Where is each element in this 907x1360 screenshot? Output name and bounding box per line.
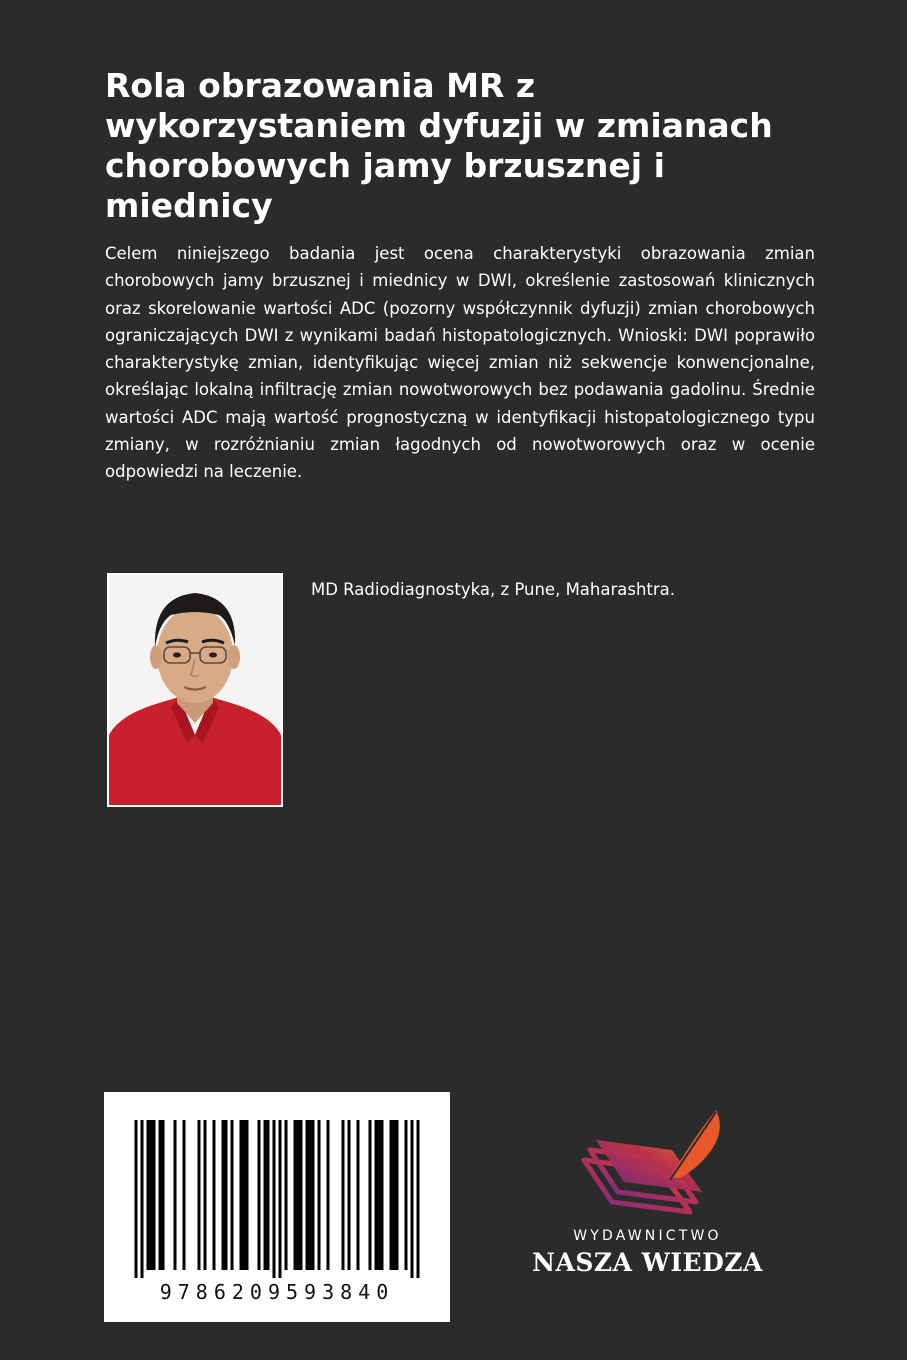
barcode-bar bbox=[198, 1120, 201, 1270]
barcode-bar bbox=[273, 1120, 276, 1278]
barcode-bar bbox=[213, 1120, 216, 1270]
barcode-bar bbox=[297, 1120, 300, 1270]
publisher-name: NASZA WIEDZA bbox=[532, 1248, 763, 1277]
barcode-bar bbox=[375, 1120, 378, 1270]
isbn-barcode bbox=[104, 1092, 450, 1322]
barcode-bar bbox=[411, 1120, 414, 1278]
barcode-bar bbox=[246, 1120, 249, 1270]
barcode-bar bbox=[153, 1120, 156, 1270]
author-photo bbox=[107, 573, 283, 807]
barcode-bar bbox=[183, 1120, 186, 1270]
barcode-bar bbox=[369, 1120, 372, 1270]
barcode-bar bbox=[309, 1120, 312, 1270]
barcode-bar bbox=[300, 1120, 303, 1270]
barcode-bars bbox=[104, 1092, 450, 1278]
barcode-bar bbox=[267, 1120, 270, 1270]
author-bio: MD Radiodiagnostyka, z Pune, Maharashtra. bbox=[311, 580, 676, 599]
barcode-bar bbox=[279, 1120, 282, 1278]
barcode-bar bbox=[393, 1120, 396, 1270]
barcode-bar bbox=[381, 1120, 384, 1270]
barcode-bar bbox=[390, 1120, 393, 1270]
barcode-bar bbox=[306, 1120, 309, 1270]
book-title: Rola obrazowania MR z wykorzystaniem dyfuzji w zmianach chorobowych jamy brzusznej i miednicy bbox=[105, 66, 773, 225]
barcode-bar bbox=[342, 1120, 345, 1270]
barcode-bar bbox=[378, 1120, 381, 1270]
barcode-bar bbox=[135, 1120, 138, 1278]
barcode-bar bbox=[225, 1120, 228, 1270]
barcode-bar bbox=[258, 1120, 261, 1270]
isbn-digits: 9786209593840 bbox=[159, 1280, 395, 1304]
barcode-bar bbox=[318, 1120, 321, 1270]
barcode-bar bbox=[396, 1120, 399, 1270]
barcode-bar bbox=[405, 1120, 408, 1270]
author-portrait-image bbox=[109, 575, 281, 805]
publisher-logo bbox=[520, 1100, 775, 1290]
barcode-bar bbox=[348, 1120, 351, 1270]
barcode-bar bbox=[327, 1120, 330, 1270]
barcode-bar bbox=[162, 1120, 165, 1270]
barcode-bar bbox=[312, 1120, 315, 1270]
barcode-bar bbox=[141, 1120, 144, 1278]
book-quill-icon bbox=[520, 1100, 775, 1225]
barcode-bar bbox=[264, 1120, 267, 1270]
barcode-bar bbox=[417, 1120, 420, 1278]
barcode-bar bbox=[285, 1120, 288, 1270]
barcode-bar bbox=[231, 1120, 234, 1270]
barcode-bar bbox=[204, 1120, 207, 1270]
barcode-bar bbox=[174, 1120, 177, 1270]
barcode-bar bbox=[159, 1120, 162, 1270]
barcode-bar bbox=[243, 1120, 246, 1270]
barcode-bar bbox=[294, 1120, 297, 1270]
barcode-bar bbox=[240, 1120, 243, 1270]
publisher-label: WYDAWNICTWO bbox=[573, 1228, 722, 1244]
book-abstract: Celem niniejszego badania jest ocena charakterystyki obrazowania zmian chorobowych jamy brzusznej i miednicy w DWI, określenie zastosowań klinicznych oraz skorelowanie wartości ADC (pozorny współczynnik dyfuzji) zmian chorobowych ograniczających DWI z wynikami badań histopatologicznych. Wnioski: DWI poprawiło charakterystykę zmian, identyfikując więcej zmian niż sekwencje konwencjonalne, określając lokalną infiltrację zmian nowotworowych bez podawania gadolinu. Średnie wartości ADC mają wartość prognostyczną w identyfikacji histopatologicznego typu zmiany, w rozróżnianiu zmian łagodnych od nowotworowych oraz w ocenie odpowiedzi na leczenie. bbox=[105, 244, 815, 482]
barcode-bar bbox=[150, 1120, 153, 1270]
barcode-bar bbox=[357, 1120, 360, 1270]
barcode-bar bbox=[147, 1120, 150, 1270]
barcode-bar bbox=[222, 1120, 225, 1270]
